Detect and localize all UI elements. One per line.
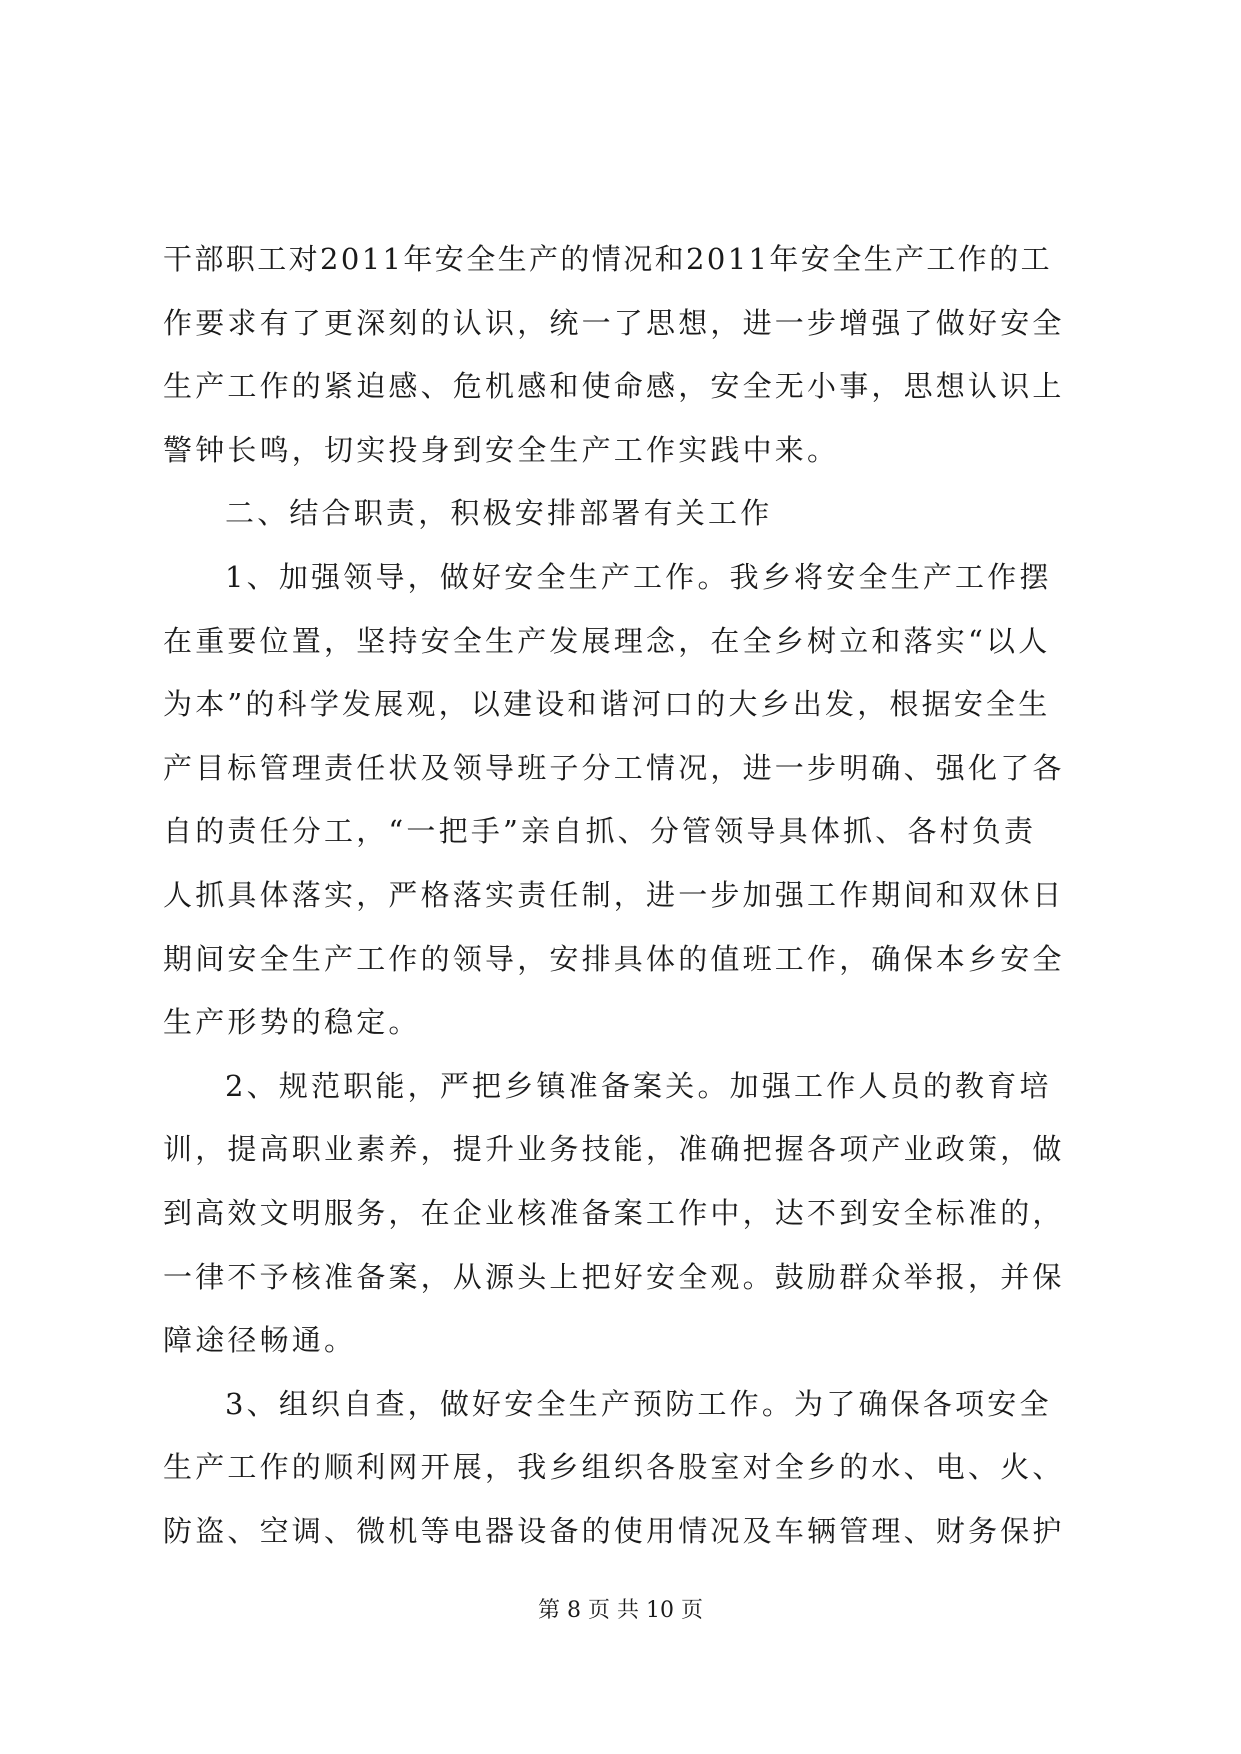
body-text-line: 生产形势的稳定。 — [163, 1005, 421, 1040]
body-text-line: 干部职工对2011年安全生产的情况和2011年安全生产工作的工 — [163, 242, 1053, 276]
body-text-line: 作要求有了更深刻的认识，统一了思想，进一步增强了做好安全 — [163, 305, 1065, 340]
body-text-line: 生产工作的紧迫感、危机感和使命感，安全无小事，思想认识上 — [163, 369, 1065, 404]
body-text-line: 防盗、空调、微机等电器设备的使用情况及车辆管理、财务保护 — [163, 1513, 1065, 1548]
body-text-line: 产目标管理责任状及领导班子分工情况，进一步明确、强化了各 — [163, 750, 1065, 785]
body-text-line: 自的责任分工，“一把手”亲自抓、分管领导具体抓、各村负责 — [163, 814, 1037, 849]
document-body — [163, 228, 1083, 1563]
body-text-line: 一律不予核准备案，从源头上把好安全观。鼓励群众举报，并保 — [163, 1259, 1065, 1294]
body-text-line: 期间安全生产工作的领导，安排具体的值班工作，确保本乡安全 — [163, 941, 1065, 976]
paragraph-first-line: 3、组织自查，做好安全生产预防工作。为了确保各项安全 — [225, 1386, 1052, 1421]
section-heading: 二、结合职责，积极安排部署有关工作 — [225, 496, 773, 531]
paragraph-first-line: 1、加强领导，做好安全生产工作。我乡将安全生产工作摆 — [225, 559, 1052, 594]
body-text-line: 为本”的科学发展观，以建设和谐河口的大乡出发，根据安全生 — [163, 687, 1051, 722]
paragraph-first-line: 2、规范职能，严把乡镇准备案关。加强工作人员的教育培 — [225, 1068, 1052, 1103]
body-text-line: 警钟长鸣，切实投身到安全生产工作实践中来。 — [163, 432, 840, 467]
body-text-line: 在重要位置，坚持安全生产发展理念，在全乡树立和落实“以人 — [163, 623, 1051, 658]
body-text-line: 障途径畅通。 — [163, 1323, 357, 1358]
body-text-line: 人抓具体落实，严格落实责任制，进一步加强工作期间和双休日 — [163, 877, 1065, 912]
body-text-line: 训，提高职业素养，提升业务技能，准确把握各项产业政策，做 — [163, 1132, 1065, 1167]
body-text-line: 到高效文明服务，在企业核准备案工作中，达不到安全标准的， — [163, 1195, 1065, 1230]
page-number-footer: 第 8 页 共 10 页 — [538, 1598, 703, 1623]
body-text-line: 生产工作的顺利网开展，我乡组织各股室对全乡的水、电、火、 — [163, 1450, 1065, 1485]
